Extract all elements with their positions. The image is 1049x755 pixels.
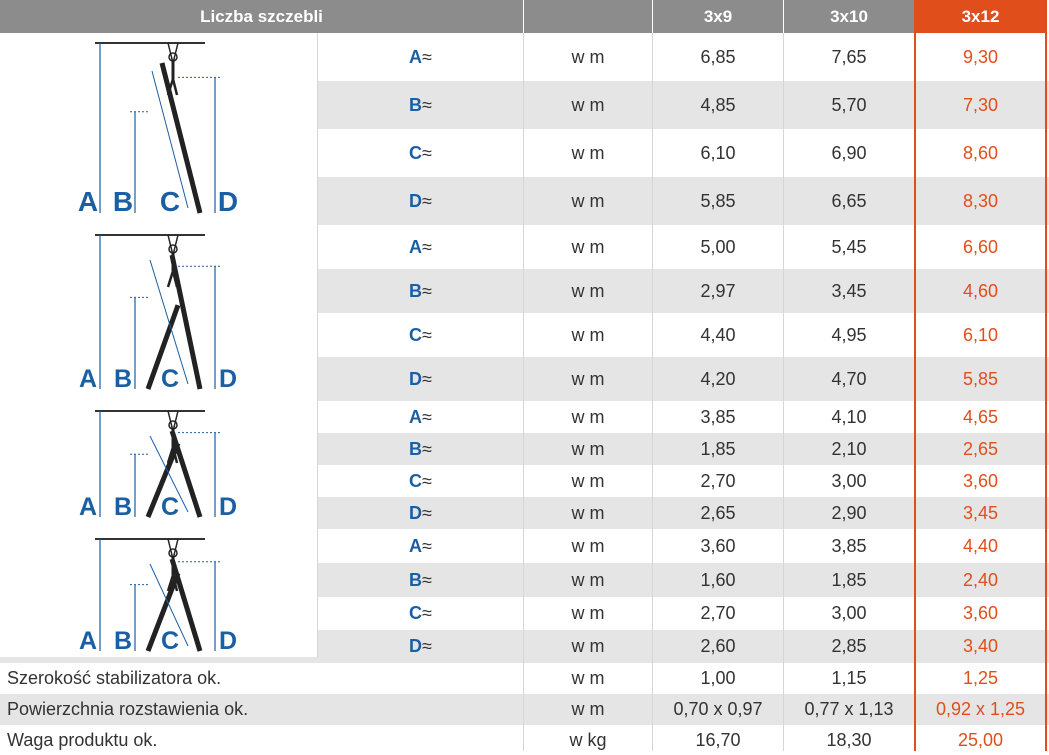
unit-cell: w kg <box>569 729 607 750</box>
value-3x10: 6,90 <box>831 142 867 163</box>
unit-cell: w m <box>571 142 605 163</box>
unit-cell: w m <box>571 470 605 491</box>
value-3x10: 3,45 <box>831 280 867 301</box>
dimension-letter: B <box>409 569 423 590</box>
diagram-letter-c: C <box>160 365 180 393</box>
value-3x9: 3,60 <box>700 535 736 556</box>
unit-cell: w m <box>571 280 605 301</box>
unit-cell: w m <box>571 324 605 345</box>
value-3x10: 4,95 <box>831 324 867 345</box>
diagram-letter-a: A <box>77 186 99 217</box>
approx-symbol: ≈ <box>422 569 432 590</box>
unit-cell: w m <box>571 94 605 115</box>
diagram-letter-a: A <box>78 365 98 393</box>
unit-cell: w m <box>571 190 605 211</box>
value-3x10: 2,85 <box>831 636 867 656</box>
header-col-3x10: 3x10 <box>784 0 914 33</box>
dimension-label <box>318 401 523 433</box>
value-3x12: 25,00 <box>957 729 1004 750</box>
value-3x9: 1,00 <box>700 668 736 688</box>
unit-cell: w m <box>571 236 605 257</box>
value-3x9: 3,85 <box>700 406 736 427</box>
unit-cell: w m <box>571 368 605 389</box>
approx-symbol: ≈ <box>422 470 432 491</box>
diagram-letter-d: D <box>218 493 238 521</box>
value-3x10: 3,00 <box>831 603 867 623</box>
dimension-letter: B <box>409 94 423 115</box>
approx-symbol: ≈ <box>422 94 432 115</box>
unit-cell: w m <box>571 636 605 656</box>
diagram-letter-b: B <box>113 365 133 393</box>
footer-label: Szerokość stabilizatora ok. <box>7 668 222 688</box>
approx-symbol: ≈ <box>422 438 432 459</box>
value-3x12: 5,85 <box>962 368 999 389</box>
value-3x9: 2,70 <box>700 470 736 491</box>
approx-symbol: ≈ <box>422 324 432 345</box>
diagram-letter-d: D <box>218 365 238 393</box>
unit-cell: w m <box>571 46 605 67</box>
ladder-diagrams <box>0 33 317 657</box>
value-3x9: 4,85 <box>700 94 736 115</box>
value-3x9: 2,70 <box>700 603 736 623</box>
header-col-3x9: 3x9 <box>653 0 783 33</box>
diagram-letter-c: C <box>160 493 180 521</box>
approx-symbol: ≈ <box>422 190 432 211</box>
ladder-diagram-icon <box>60 401 260 529</box>
col-divider <box>523 33 524 751</box>
dimension-letter: D <box>409 502 423 523</box>
value-3x12: 2,40 <box>962 569 999 590</box>
approx-symbol: ≈ <box>422 535 432 556</box>
value-3x9: 5,85 <box>700 190 736 211</box>
dimension-label <box>318 269 523 313</box>
value-3x10: 3,00 <box>831 470 867 491</box>
unit-cell: w m <box>571 535 605 556</box>
header-col-3x12: 3x12 <box>914 0 1047 33</box>
value-3x12: 7,30 <box>962 94 999 115</box>
dimension-letter: A <box>409 406 423 427</box>
value-3x9: 2,65 <box>700 502 736 523</box>
dimension-letter: D <box>409 636 423 656</box>
diagram-letter-a: A <box>78 627 98 655</box>
approx-symbol: ≈ <box>422 236 432 257</box>
value-3x12: 2,65 <box>962 438 999 459</box>
col-divider <box>783 33 784 751</box>
value-3x9: 6,85 <box>700 46 736 67</box>
dimension-letter: D <box>409 368 423 389</box>
dimension-label <box>318 129 523 177</box>
dimension-label <box>318 33 523 81</box>
value-3x12: 8,60 <box>962 142 999 163</box>
approx-symbol: ≈ <box>422 368 432 389</box>
dimension-label <box>318 433 523 465</box>
value-3x12: 4,60 <box>962 280 999 301</box>
dimension-label <box>318 497 523 529</box>
value-3x10: 0,77 x 1,13 <box>804 699 894 719</box>
dimension-label <box>318 357 523 401</box>
diagram-letter-c: C <box>159 186 181 217</box>
ladder-diagram-icon <box>60 33 260 225</box>
unit-cell: w m <box>571 603 605 623</box>
value-3x12: 9,30 <box>962 46 999 67</box>
value-3x10: 18,30 <box>826 729 872 750</box>
diagram-letter-a: A <box>78 493 98 521</box>
footer-label: Powierzchnia rozstawienia ok. <box>7 699 249 719</box>
value-3x12: 4,65 <box>962 406 999 427</box>
dimension-label <box>318 225 523 269</box>
value-3x10: 3,85 <box>831 535 867 556</box>
value-3x9: 1,60 <box>700 569 736 590</box>
dimension-label <box>318 630 523 663</box>
dimension-letter: A <box>409 46 423 67</box>
dimension-label <box>318 81 523 129</box>
value-3x10: 4,10 <box>831 406 867 427</box>
dimension-letter: C <box>409 324 423 345</box>
dimension-label <box>318 529 523 563</box>
value-3x10: 5,70 <box>831 94 867 115</box>
approx-symbol: ≈ <box>422 502 432 523</box>
diagram-letter-b: B <box>112 186 134 217</box>
approx-symbol: ≈ <box>422 280 432 301</box>
col-divider <box>652 33 653 751</box>
table-row <box>0 694 1049 725</box>
dimension-letter: B <box>409 438 423 459</box>
dimension-letter: C <box>409 142 423 163</box>
dimension-letter: C <box>409 603 423 623</box>
value-3x9: 2,97 <box>700 280 736 301</box>
value-3x9: 16,70 <box>695 729 741 750</box>
value-3x12: 3,60 <box>962 470 999 491</box>
table-row <box>0 663 1049 694</box>
value-3x9: 1,85 <box>700 438 736 459</box>
value-3x10: 4,70 <box>831 368 867 389</box>
col-divider <box>317 33 318 657</box>
diagram-letter-d: D <box>218 627 238 655</box>
value-3x12: 6,60 <box>962 236 999 257</box>
diagram-letter-b: B <box>113 493 133 521</box>
header-title: Liczba szczebli <box>0 0 523 33</box>
unit-cell: w m <box>571 406 605 427</box>
dimension-label <box>318 313 523 357</box>
ladder-diagram-icon <box>60 529 260 663</box>
unit-cell: w m <box>571 699 605 719</box>
dimension-label <box>318 465 523 497</box>
value-3x10: 1,85 <box>831 569 867 590</box>
dimension-label <box>318 563 523 597</box>
unit-cell: w m <box>571 438 605 459</box>
dimension-label <box>318 597 523 630</box>
footer-label: Waga produktu ok. <box>7 729 158 750</box>
approx-symbol: ≈ <box>422 636 432 656</box>
unit-cell: w m <box>571 502 605 523</box>
approx-symbol: ≈ <box>422 46 432 67</box>
dimension-letter: C <box>409 470 423 491</box>
dimension-letter: D <box>409 190 423 211</box>
value-3x12: 0,92 x 1,25 <box>935 699 1026 719</box>
value-3x10: 1,15 <box>831 668 867 688</box>
value-3x12: 3,60 <box>962 603 999 623</box>
value-3x12: 1,25 <box>962 668 999 688</box>
value-3x9: 5,00 <box>700 236 736 257</box>
header-unit <box>524 0 652 33</box>
dimension-letter: A <box>409 535 423 556</box>
unit-cell: w m <box>571 668 605 688</box>
ladder-diagram-icon <box>60 225 260 401</box>
value-3x10: 2,10 <box>831 438 867 459</box>
value-3x10: 6,65 <box>831 190 867 211</box>
value-3x10: 2,90 <box>831 502 867 523</box>
value-3x12: 8,30 <box>962 190 999 211</box>
value-3x12: 3,40 <box>962 636 999 656</box>
dimension-label <box>318 177 523 225</box>
approx-symbol: ≈ <box>422 142 432 163</box>
dimension-letter: A <box>409 236 423 257</box>
unit-cell: w m <box>571 569 605 590</box>
dimension-letter: B <box>409 280 423 301</box>
approx-symbol: ≈ <box>422 603 432 623</box>
value-3x9: 4,40 <box>700 324 736 345</box>
value-3x10: 7,65 <box>831 46 867 67</box>
value-3x10: 5,45 <box>831 236 867 257</box>
value-3x12: 3,45 <box>962 502 999 523</box>
value-3x9: 0,70 x 0,97 <box>673 699 763 719</box>
diagram-letter-d: D <box>217 186 239 217</box>
value-3x9: 6,10 <box>700 142 736 163</box>
diagram-letter-b: B <box>113 627 133 655</box>
diagram-letter-c: C <box>160 627 180 655</box>
approx-symbol: ≈ <box>422 406 432 427</box>
value-3x12: 4,40 <box>962 535 999 556</box>
value-3x12: 6,10 <box>962 324 999 345</box>
value-3x9: 2,60 <box>700 636 736 656</box>
value-3x9: 4,20 <box>700 368 736 389</box>
